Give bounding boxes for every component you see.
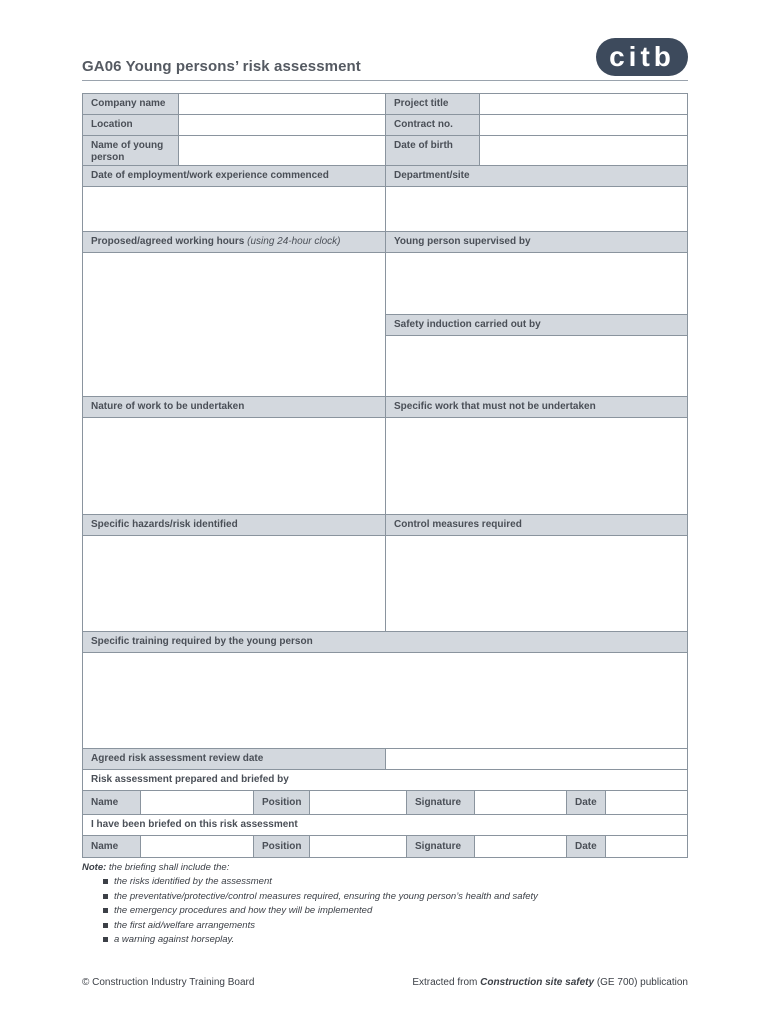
footer-extracted-suffix: (GE 700) publication	[594, 977, 688, 988]
form-grid	[82, 93, 688, 858]
safety-induction-label: Safety induction carried out by	[386, 315, 687, 336]
review-date-field[interactable]	[386, 749, 687, 770]
footer-extracted-prefix: Extracted from	[412, 977, 481, 988]
note-item: the preventative/protective/control measures required, ensuring the young person’s health and safety	[114, 890, 538, 902]
prepared-signature-field[interactable]	[475, 791, 567, 815]
note-item: the risks identified by the assessment	[114, 876, 538, 887]
contract-no-label: Contract no.	[386, 115, 480, 136]
control-measures-field[interactable]	[386, 536, 687, 632]
hazards-field[interactable]	[83, 536, 386, 632]
footer-publication	[412, 977, 688, 988]
prepared-signature-label: Signature	[407, 791, 475, 815]
briefed-date-label: Date	[567, 836, 606, 857]
prepared-date-field[interactable]	[606, 791, 687, 815]
footer-publication-title: Construction site safety	[480, 977, 595, 988]
prepared-name-field[interactable]	[141, 791, 254, 815]
note-title: Note:	[82, 862, 107, 873]
prepared-date-label: Date	[567, 791, 606, 815]
training-field[interactable]	[83, 653, 687, 749]
note-list	[82, 876, 538, 945]
page-title: GA06 Young persons’ risk assessment	[82, 58, 361, 75]
briefed-signature-label: Signature	[407, 836, 475, 857]
project-title-field[interactable]	[480, 94, 687, 115]
prepared-by-heading: Risk assessment prepared and briefed by	[83, 770, 687, 791]
date-of-birth-field[interactable]	[480, 136, 687, 166]
contract-no-field[interactable]	[480, 115, 687, 136]
company-name-field[interactable]	[179, 94, 386, 115]
nature-of-work-label: Nature of work to be undertaken	[83, 397, 386, 418]
control-measures-label: Control measures required	[386, 515, 687, 536]
work-not-undertaken-label: Specific work that must not be undertaken	[386, 397, 687, 418]
date-of-birth-label: Date of birth	[386, 136, 480, 166]
note-intro-text: the briefing shall include the:	[108, 862, 230, 873]
title-divider	[82, 80, 688, 81]
briefing-note	[82, 862, 538, 949]
project-title-label: Project title	[386, 94, 480, 115]
working-hours-note: (using 24-hour clock)	[247, 236, 341, 247]
training-label: Specific training required by the young person	[83, 632, 687, 653]
prepared-position-label: Position	[254, 791, 310, 815]
department-site-label: Department/site	[386, 166, 687, 187]
review-date-label: Agreed risk assessment review date	[83, 749, 386, 770]
briefed-position-label: Position	[254, 836, 310, 857]
prepared-name-label: Name	[83, 791, 141, 815]
footer-copyright: © Construction Industry Training Board	[82, 977, 255, 988]
hazards-label: Specific hazards/risk identified	[83, 515, 386, 536]
prepared-position-field[interactable]	[310, 791, 407, 815]
employment-date-field[interactable]	[83, 187, 386, 232]
work-not-undertaken-field[interactable]	[386, 418, 687, 515]
department-site-field[interactable]	[386, 187, 687, 232]
briefed-date-field[interactable]	[606, 836, 687, 857]
note-item: a warning against horseplay.	[114, 934, 538, 945]
working-hours-label	[83, 232, 386, 253]
location-label: Location	[83, 115, 179, 136]
nature-of-work-field[interactable]	[83, 418, 386, 515]
briefed-position-field[interactable]	[310, 836, 407, 857]
young-person-name-field[interactable]	[179, 136, 386, 166]
briefed-name-label: Name	[83, 836, 141, 857]
working-hours-label-text: Proposed/agreed working hours	[91, 236, 245, 247]
working-hours-field[interactable]	[83, 253, 386, 397]
supervised-by-field[interactable]	[386, 253, 687, 315]
briefed-signature-field[interactable]	[475, 836, 567, 857]
citb-logo	[596, 38, 688, 76]
briefed-name-field[interactable]	[141, 836, 254, 857]
employment-date-label: Date of employment/work experience commenced	[83, 166, 386, 187]
supervised-by-label: Young person supervised by	[386, 232, 687, 253]
note-item: the emergency procedures and how they will be implemented	[114, 905, 538, 916]
note-item: the first aid/welfare arrangements	[114, 920, 538, 931]
company-name-label: Company name	[83, 94, 179, 115]
briefed-on-heading: I have been briefed on this risk assessment	[83, 815, 687, 836]
location-field[interactable]	[179, 115, 386, 136]
note-intro	[82, 862, 538, 873]
young-person-name-label: Name of young person	[83, 136, 179, 166]
safety-induction-field[interactable]	[386, 336, 687, 397]
logo-text: citb	[609, 41, 675, 72]
